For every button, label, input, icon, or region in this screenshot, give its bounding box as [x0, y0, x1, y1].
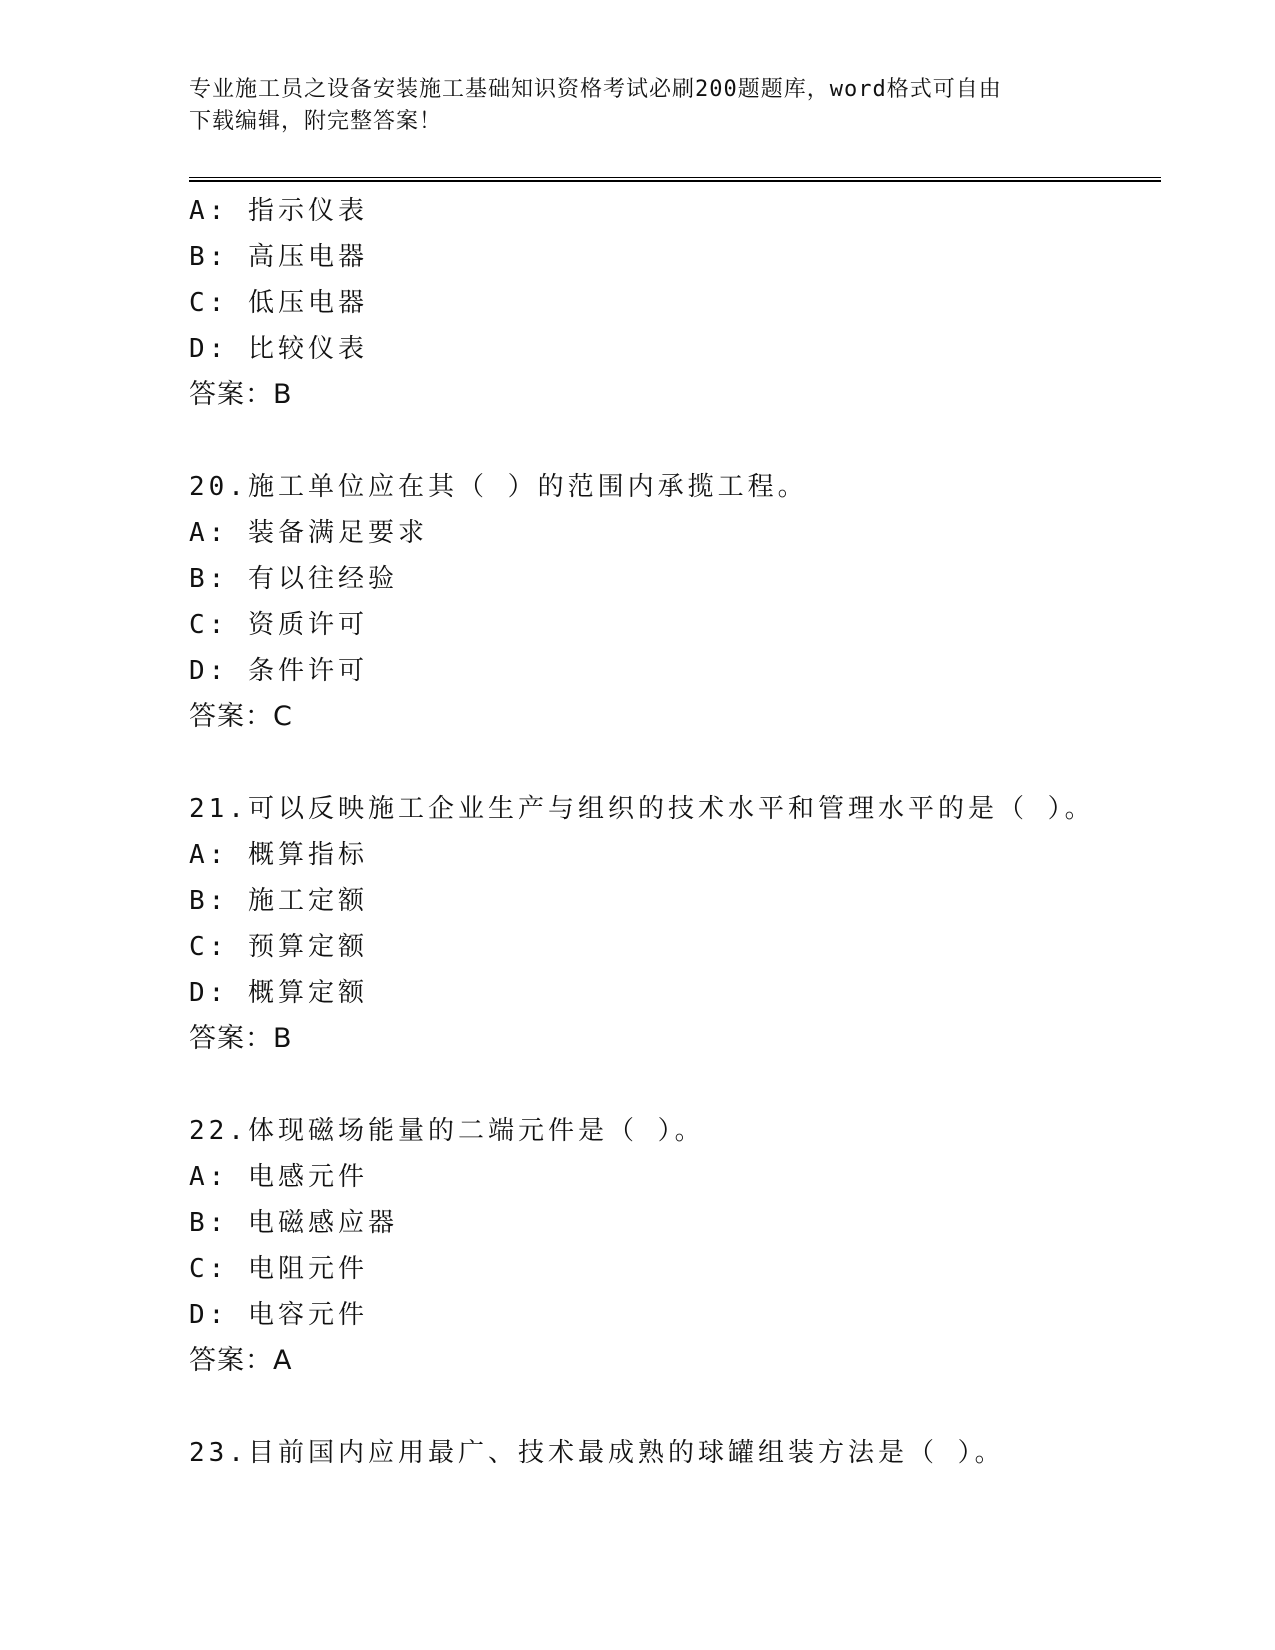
option-c: C: 资质许可	[189, 610, 368, 640]
question-23	[189, 1430, 1169, 1476]
question-stem: 20.施工单位应在其（ ）的范围内承揽工程。	[189, 472, 808, 502]
answer: 答案：A	[189, 1345, 293, 1376]
header-line-2: 下载编辑，附完整答案！	[189, 109, 443, 134]
spacer	[189, 1384, 1169, 1430]
header-divider-thin	[189, 177, 1161, 178]
question-19-continued	[189, 188, 1169, 418]
option-a: A: 电感元件	[189, 1162, 368, 1192]
option-a: A: 指示仪表	[189, 196, 368, 226]
spacer	[189, 418, 1169, 464]
option-a: A: 装备满足要求	[189, 518, 428, 548]
option-b: B: 电磁感应器	[189, 1208, 398, 1238]
spacer	[189, 740, 1169, 786]
option-c: C: 电阻元件	[189, 1254, 368, 1284]
option-d: D: 电容元件	[189, 1300, 368, 1330]
option-b: B: 施工定额	[189, 886, 368, 916]
option-b: B: 高压电器	[189, 242, 368, 272]
option-d: D: 条件许可	[189, 656, 368, 686]
option-d: D: 比较仪表	[189, 334, 368, 364]
answer: 答案：C	[189, 701, 293, 732]
spacer	[189, 1062, 1169, 1108]
answer: 答案：B	[189, 1023, 293, 1054]
option-d: D: 概算定额	[189, 978, 368, 1008]
question-21	[189, 786, 1169, 1062]
question-20	[189, 464, 1169, 740]
header-line-1: 专业施工员之设备安装施工基础知识资格考试必刷200题题库，word格式可自由	[189, 77, 1002, 102]
question-stem: 21.可以反映施工企业生产与组织的技术水平和管理水平的是（ ）。	[189, 794, 1095, 824]
option-c: C: 低压电器	[189, 288, 368, 318]
option-b: B: 有以往经验	[189, 564, 398, 594]
question-22	[189, 1108, 1169, 1384]
answer: 答案：B	[189, 379, 293, 410]
document-header	[189, 74, 1079, 138]
question-list	[189, 188, 1169, 1476]
question-stem: 22.体现磁场能量的二端元件是（ ）。	[189, 1116, 705, 1146]
question-stem: 23.目前国内应用最广、技术最成熟的球罐组装方法是（ ）。	[189, 1438, 1005, 1468]
option-c: C: 预算定额	[189, 932, 368, 962]
header-divider-thick	[189, 180, 1161, 182]
option-a: A: 概算指标	[189, 840, 368, 870]
